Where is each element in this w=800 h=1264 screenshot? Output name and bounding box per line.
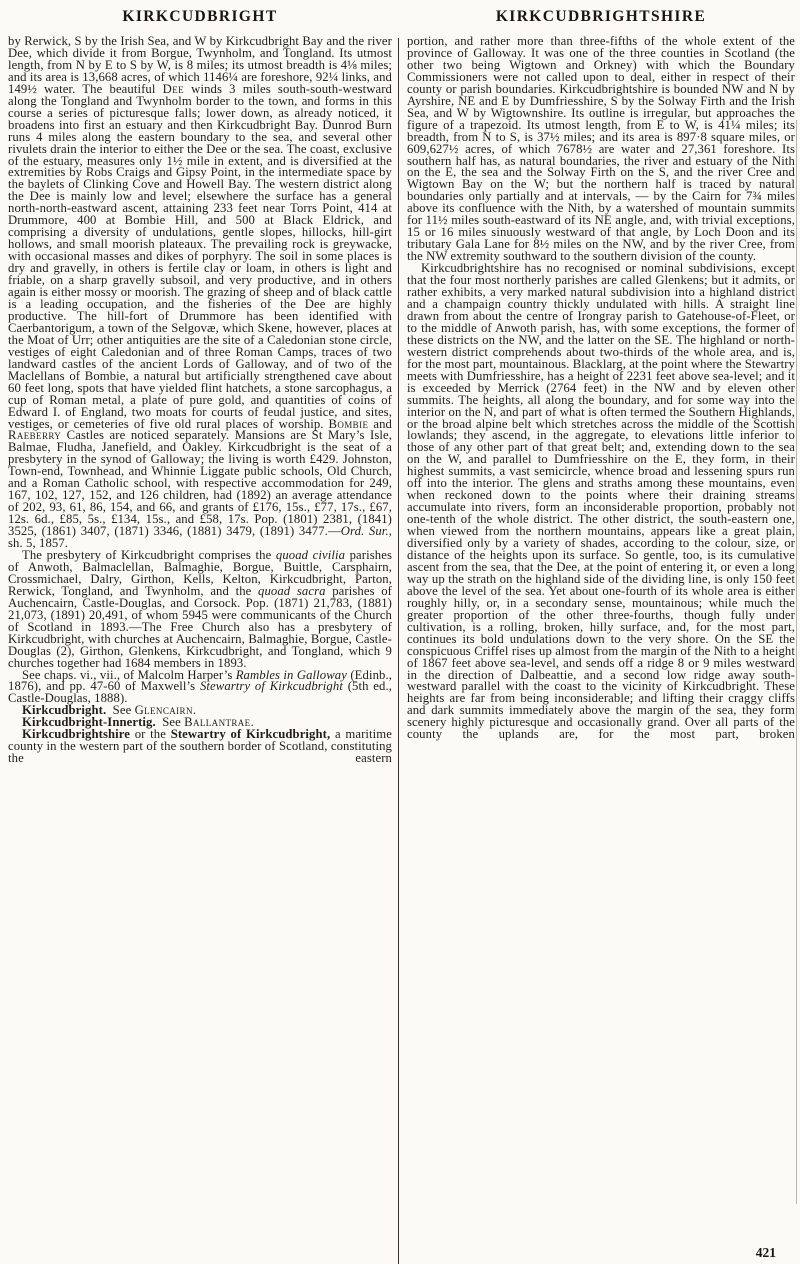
column-divider-rule [398, 38, 399, 1264]
scan-edge-artifact [796, 120, 797, 1204]
paragraph: portion, and rather more than three-fifths of the whole extent of the province of Galloway. It was one of the three counties in Scotland (the other two being Wigtown and Orkney) with which the Boundary Commissioners were not called upon to deal, either in respect of their county or parish boundaries. Kirkcudbrightshire is bounded NW and N by Ayrshire, NE and E by Dumfriesshire, S by the Solway Firth and the Irish Sea, and W by Wigtownshire. Its outline is irregular, but approaches the figure of a trapezoid. Its utmost length, from E to W, is 41¼ miles; its breadth, from N to S, is 37½ miles; and its area is 897·8 square miles, or 609,627½ acres, of which 7678½ are water and 27,361 foreshore. Its southern half has, as natural boundaries, the river and estuary of the Nith on the E, the sea and the Solway Firth on the S, and the river Cree and Wigtown Bay on the W; but the northern half is traced by natural boundaries only partially and at intervals, — by the Cairn for 7¾ miles above its confluence with the Nith, by a watershed of mountain summits for 11½ miles south-eastward of its NE angle, and, with trivial exceptions, 15 or 16 miles sinuously westward of that angle, by Loch Doon and its tributary Gala Lane for 8½ miles on the NW, and by the river Cree, from the NW extremity southward to the southern division of the county. [407, 34, 795, 264]
running-header-left: KIRKCUDBRIGHT [122, 8, 278, 25]
paragraph: Kirkcudbright-Innertig. See Ballantrae. [22, 715, 254, 730]
paragraph: See chaps. vi., vii., of Malcolm Harper’s Rambles in Galloway (Edinb., 1876), and pp. 47-60 of Maxwell’s Stewartry of Kirkcudbright (5th ed., Castle-Douglas, 1888). [8, 667, 392, 706]
paragraph: The presbytery of Kirkcudbright comprises the quoad civilia parishes of Anwoth, Balmaclellan, Balmaghie, Borgue, Buittle, Carsphairn, Crossmichael, Dalry, Girthon, Kells, Kelton, Kirkcudbright, Parton, Rerwick, Tongland, and Twynholm, and the quoad sacra parishes of Auchencairn, Castle-Douglas, and Corsock. Pop. (1871) 21,783, (1881) 21,073, (1891) 20,491, of whom 5945 were communicants of the Church of Scotland in 1893.—The Free Church also has a presbytery of Kirkcudbright, with churches at Auchencairn, Balmaghie, Borgue, Castle-Douglas (2), Girthon, Glenkens, Kirkcudbright, and Tongland, which 9 churches together had 1684 members in 1893. [8, 547, 393, 670]
paragraph: Kirkcudbrightshire or the Stewartry of Kirkcudbright, a maritime county in the western part of the southern border of Scotland, constituting the eastern [8, 727, 392, 766]
paragraph: Kirkcudbright. See Glencairn. [22, 703, 197, 718]
page-number: 421 [755, 1245, 776, 1260]
right-text-column [407, 36, 795, 741]
paragraph: by Rerwick, S by the Irish Sea, and W by Kirkcudbright Bay and the river Dee, which divide it from Borgue, Twynholm, and Tongland. Its utmost length, from N by E to S by W, is 8 miles; its utmost breadth is 4⅛ miles; and its area is 13,668 acres, of which 1146¼ are foreshore, 92¼ links, and 149½ water. The beautiful Dee winds 3 miles south-south-westward along the Tongland and Twynholm border to the town, and forms in this course a series of picturesque falls; lower down, as already noticed, it broadens into first an estuary and then Kirkcudbright Bay. Dunrod Burn runs 4 miles along the eastern boundary to the sea, and several other rivulets drain the interior to either the Dee or the sea. The coast, exclusive of the estuary, measures only 1½ mile in extent, and is diversified at the extremities by Robs Craigs and Gipsy Point, in the intermediate space by the baylets of Clinking Cove and Howell Bay. The western district along the Dee is mainly low and level; elsewhere the surface has a general north-north-eastward ascent, attaining 233 feet near Torrs Point, 414 at Drummore, 400 at Bombie Hill, and 500 at Black Eldrick, and comprising a diversity of undulations, gentle slopes, hillocks, hill-girt hollows, and small moorish plateaux. The prevailing rock is greywacke, with occasional masses and dikes of porphyry. The soil in some places is dry and gravelly, in others is fertile clay or loam, in others is light and friable, on a sharp gravelly subsoil, and very productive, and in others again is either mossy or moorish. The grazing of sheep and of black cattle is a leading occupation, and the fisheries of the Dee are highly productive. The hill-fort of Drummore has been identified with Caerbantorigum, a town of the Selgovæ, which Skene, however, places at the Moat of Urr; other antiquities are the site of a Caledonian stone circle, vestiges of eight Caledonian and of three Roman Camps, traces of two landward castles of the ancient Lords of Galloway, and of two of the Maclellans of Bombie, a natural but artificially strengthened cave about 60 feet long, spots that have yielded flint hatchets, a stone sarcophagus, a cup of Roman metal, a plate of pure gold, and quantities of coins of Edward I. of England, two moats for courts of feudal justice, and sites, vestiges, or cemeteries of five old rural places of worship. Bombie and Raeberry Castles are noticed separately. Mansions are St Mary’s Isle, Balmae, Fludha, Janefield, and Oakley. Kirkcudbright is the seat of a presbytery in the synod of Galloway; the living is worth £429. Johnston, Town-end, Townhead, and Whinnie Liggate public schools, Old Church, and a Roman Catholic school, with respective accommodation for 249, 167, 102, 127, 152, and 126 children, had (1892) an average attendance of 202, 93, 61, 86, 154, and 66, and grants of £176, 15s., £77, 17s., £67, 12s. 6d., £85, 5s., £134, 15s., and £58, 17s. Pop. (1801) 2381, (1841) 3525, (1861) 3407, (1871) 3346, (1881) 3479, (1891) 3477.—Ord. Sur., sh. 5, 1857. [8, 34, 392, 551]
running-header-right: KIRKCUDBRIGHTSHIRE [495, 8, 707, 25]
left-text-column [8, 36, 392, 765]
paragraph: Kirkcudbrightshire has no recognised or nominal subdivisions, except that the four most northerly parishes are called Glenkens; but it admits, or rather exhibits, a very marked natural subdivision into a highland district and a champaign country thickly undulated with hills. A straight line drawn from about the centre of Irongray parish to Gatehouse-of-Fleet, or to the middle of Anwoth parish, has, with some exceptions, the former of these districts on the NW, and the latter on the SE. The highland or north-western district comprehends about two-thirds of the whole area, and is, for the most part, mountainous. Blacklarg, at the point where the Stewartry meets with Dumfriesshire, has a height of 2231 feet above sea-level; and it is exceeded by Merrick (2764 feet) in the NW and by eleven other summits. The heights, all along the boundary, and for some way into the interior on the N, and part of what is often termed the Southern Highlands, or the broad alpine belt which stretches across the middle of the Scottish lowlands; they ascend, in the aggregate, to elevations little inferior to those of any other part of that great belt; and, extending down to the sea on the W, and parallel to Dumfriesshire on the E, they form, in their highest summits, a vast semicircle, whence broad and lessening spurs run off into the interior. The glens and straths among these mountains, even when reckoned down to the points where their draining streams accumulate into rivers, form an inconsiderable proportion, probably not one-tenth of the whole district. The other district, the south-eastern one, when viewed from the northern mountains, appears like a great plain, diversified only by a variety of shades, according to the colour, size, or distance of the heights upon its surface. So gentle, too, is its cumulative ascent from the sea, that the Dee, at the point of entering it, or even a long way up the strath on the highland side of the dividing line, is only 150 feet above the level of the sea. Yet about one-fourth of its whole area is either roughly hilly, or, in a secondary sense, mountainous; while much the greater proportion of the other three-fourths, though fully under cultivation, is a rolling, broken, hilly surface, and, for the most part, continues its bold undulations down to the very shore. On the SE the conspicuous Criffel rises up almost from the margin of the Nith to a height of 1867 feet above sea-level, and sends off a ridge 8 or 9 miles westward in the direction of Dalbeattie, and a second low ridge away south-westward parallel with the coast to the vicinity of Kirkcudbright. These heights are far from being inconsiderable; and lifting their craggy cliffs and dark summits immediately above the margin of the sea, they form scenery highly picturesque and occasionally grand. Over all parts of the county the uplands are, for the most part, broken [407, 261, 795, 742]
